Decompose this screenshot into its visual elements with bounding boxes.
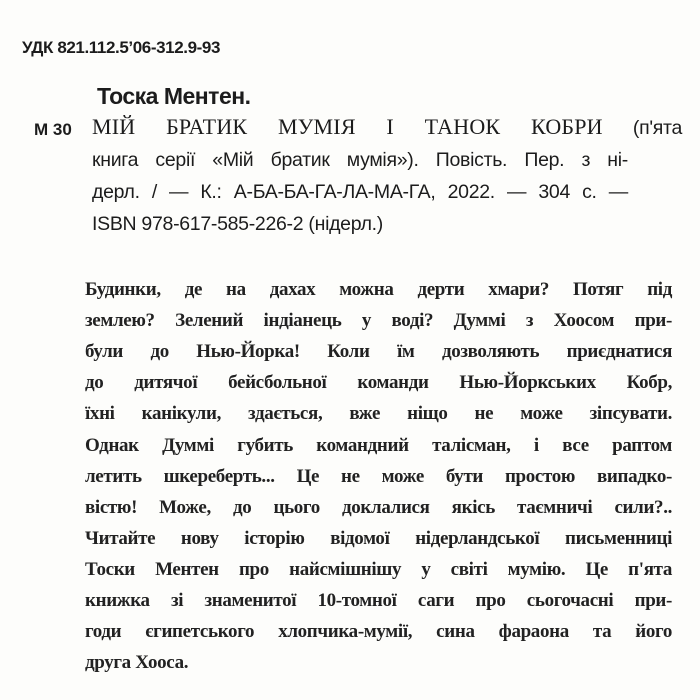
author-name: Тоска Ментен. [97,83,251,109]
entry-line: книга серії «Мій братик мумія»). Повість. Пер. з ні- [92,149,628,171]
annotation-line: їхні канікули, здається, вже ніщо не може зіпсувати. [85,403,672,425]
annotation-line: до дитячої бейсбольної команди Нью-Йоркських Кобр, [85,372,672,394]
annotation-line: Однак Думмі губить командний талісман, і все раптом [85,434,672,456]
title-line [92,114,682,140]
annotation-line: Читайте нову історію відомої нідерландської письменниці [85,527,672,549]
annotation-line: Будинки, де на дахах можна дерти хмари? Потяг під [85,279,672,300]
title-note: (п'ята [632,117,682,139]
isbn-line: ISBN 978-617-585-226-2 (нідерл.) [92,213,383,235]
annotation-line: годи єгипетського хлопчика-мумії, сина фараона та його [85,621,672,643]
author-mark: М 30 [34,120,72,139]
annotation-line: летить шкереберть... Це не може бути простою випадко- [85,465,672,487]
annotation-line: книжка зі знаменитої 10-томної саги про сьогочасні при- [85,590,672,611]
annotation-line: землею? Зелений індіанець у воді? Думмі з Хоосом при- [85,310,672,332]
annotation-line: Тоски Ментен про найсмішнішу у світі мумію. Це п'ята [85,558,672,580]
udc-code: УДК 821.112.5’06-312.9-93 [22,38,221,57]
annotation-line: були до Нью-Йорка! Коли їм дозволяють приєднатися [85,341,672,363]
annotation-line: друга Хооса. [85,652,189,674]
book-title: МІЙ БРАТИК МУМІЯ І ТАНОК КОБРИ [92,114,603,139]
entry-line: дерл. / — К.: А-БА-БА-ГА-ЛА-МА-ГА, 2022. — 304 с. — [92,181,628,203]
annotation-line: вістю! Може, до цього доклалися якісь таємничі сили?.. [85,496,672,518]
